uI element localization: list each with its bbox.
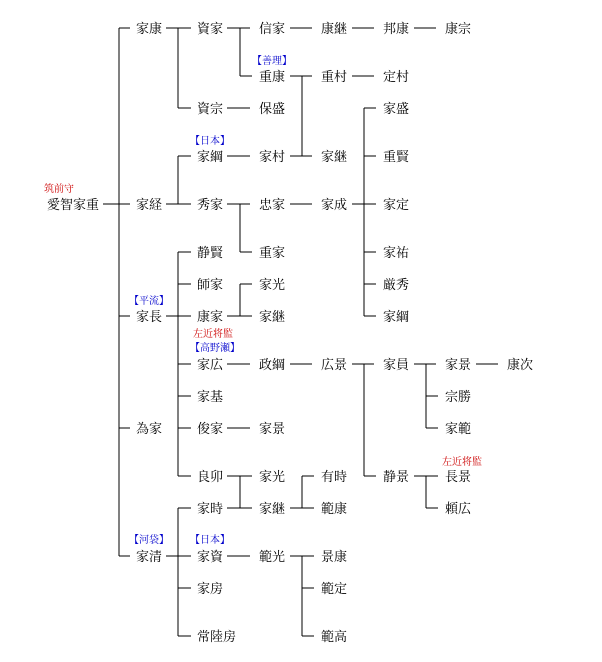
- node-kageyasu: 景康: [321, 550, 348, 565]
- node-shigeyasu: 重康: [259, 70, 286, 85]
- tag-sakon-2: 左近将監: [442, 457, 482, 468]
- node-iekiyo: 家清: [136, 550, 163, 565]
- node-ietsugu-3: 家継: [259, 502, 286, 517]
- node-ietsugu-2: 家継: [259, 310, 286, 325]
- node-iekage-2: 家景: [259, 422, 286, 437]
- node-yasumori: 保盛: [259, 102, 286, 117]
- node-norikata: 範高: [321, 630, 348, 645]
- node-iezane: 家時: [197, 502, 224, 517]
- node-iemitsu-1: 家光: [259, 278, 286, 293]
- node-nagakage: 長景: [445, 470, 472, 485]
- node-root: 愛智家重: [47, 198, 100, 213]
- node-kuniyasu: 邦康: [383, 22, 410, 37]
- node-iekazu: 家員: [383, 358, 410, 373]
- node-genshu: 厳秀: [383, 278, 410, 293]
- node-ryoubou: 良卯: [197, 470, 224, 485]
- node-yorihiro: 頼広: [445, 502, 472, 517]
- node-toshiie: 俊家: [197, 422, 224, 437]
- node-iesuke: 家資: [197, 550, 224, 565]
- node-yasutsugu-2: 康次: [507, 358, 534, 373]
- node-ienaga: 家長: [136, 310, 163, 325]
- node-nobuie: 信家: [259, 22, 286, 37]
- node-norisada: 範定: [321, 582, 348, 597]
- tag-chikuzen: 筑前守: [44, 184, 74, 195]
- node-ienori: 家範: [445, 422, 472, 437]
- tag-takanose: 【高野瀬】: [190, 343, 240, 354]
- node-seikei: 静景: [383, 470, 410, 485]
- node-yasuie: 康家: [197, 310, 224, 325]
- node-sadamura: 定村: [383, 70, 410, 85]
- node-shigemura: 重村: [321, 70, 348, 85]
- node-shigekata: 重賢: [383, 150, 410, 165]
- node-ietsugu-1: 家継: [321, 150, 348, 165]
- person-names: [47, 21, 533, 645]
- node-ienari: 家成: [321, 198, 348, 213]
- node-tadaie: 忠家: [259, 198, 286, 213]
- node-sukemune: 資宗: [197, 102, 224, 117]
- node-iemori: 家盛: [383, 102, 410, 117]
- node-ieyoshi: 家祐: [383, 246, 410, 261]
- node-norimitsu: 範光: [259, 550, 286, 565]
- node-ieyasu: 家康: [136, 22, 163, 37]
- node-shike: 師家: [197, 278, 224, 293]
- node-hirokage: 広景: [321, 358, 348, 373]
- node-munekatsu: 宗勝: [445, 390, 472, 405]
- node-shigeie: 重家: [259, 246, 286, 261]
- node-aritoki: 有時: [321, 470, 348, 485]
- node-iemitsu-2: 家光: [259, 470, 286, 485]
- node-yasumune: 康宗: [445, 22, 472, 37]
- node-seiken: 静賢: [197, 246, 224, 261]
- node-iefusa: 家房: [197, 582, 224, 597]
- node-iemura: 家村: [259, 150, 286, 165]
- tag-nihon-1: 【日本】: [190, 136, 230, 147]
- node-hitachibou: 常陸房: [197, 630, 237, 645]
- node-yasutsugu: 康継: [321, 22, 348, 37]
- tag-kawabukuro: 【河袋】: [129, 535, 169, 546]
- node-masatsuna: 政綱: [259, 358, 286, 373]
- node-ietsune: 家経: [136, 198, 163, 213]
- node-tameie: 為家: [136, 422, 163, 437]
- tag-hiraryu: 【平流】: [129, 296, 169, 307]
- node-sukeie: 資家: [197, 22, 224, 37]
- node-iezuna-1: 家綱: [197, 150, 224, 165]
- node-noriyasu: 範康: [321, 502, 348, 517]
- tag-zenri: 【善理】: [252, 56, 292, 67]
- node-hideie: 秀家: [197, 198, 224, 213]
- node-iehiro: 家広: [197, 358, 224, 373]
- tag-sakon-1: 左近将監: [193, 329, 233, 340]
- node-iesada: 家定: [383, 198, 410, 213]
- node-iekage-1: 家景: [445, 358, 472, 373]
- node-iemoto: 家基: [197, 390, 224, 405]
- tag-nihon-2: 【日本】: [190, 535, 230, 546]
- node-iezuna-2: 家綱: [383, 310, 410, 325]
